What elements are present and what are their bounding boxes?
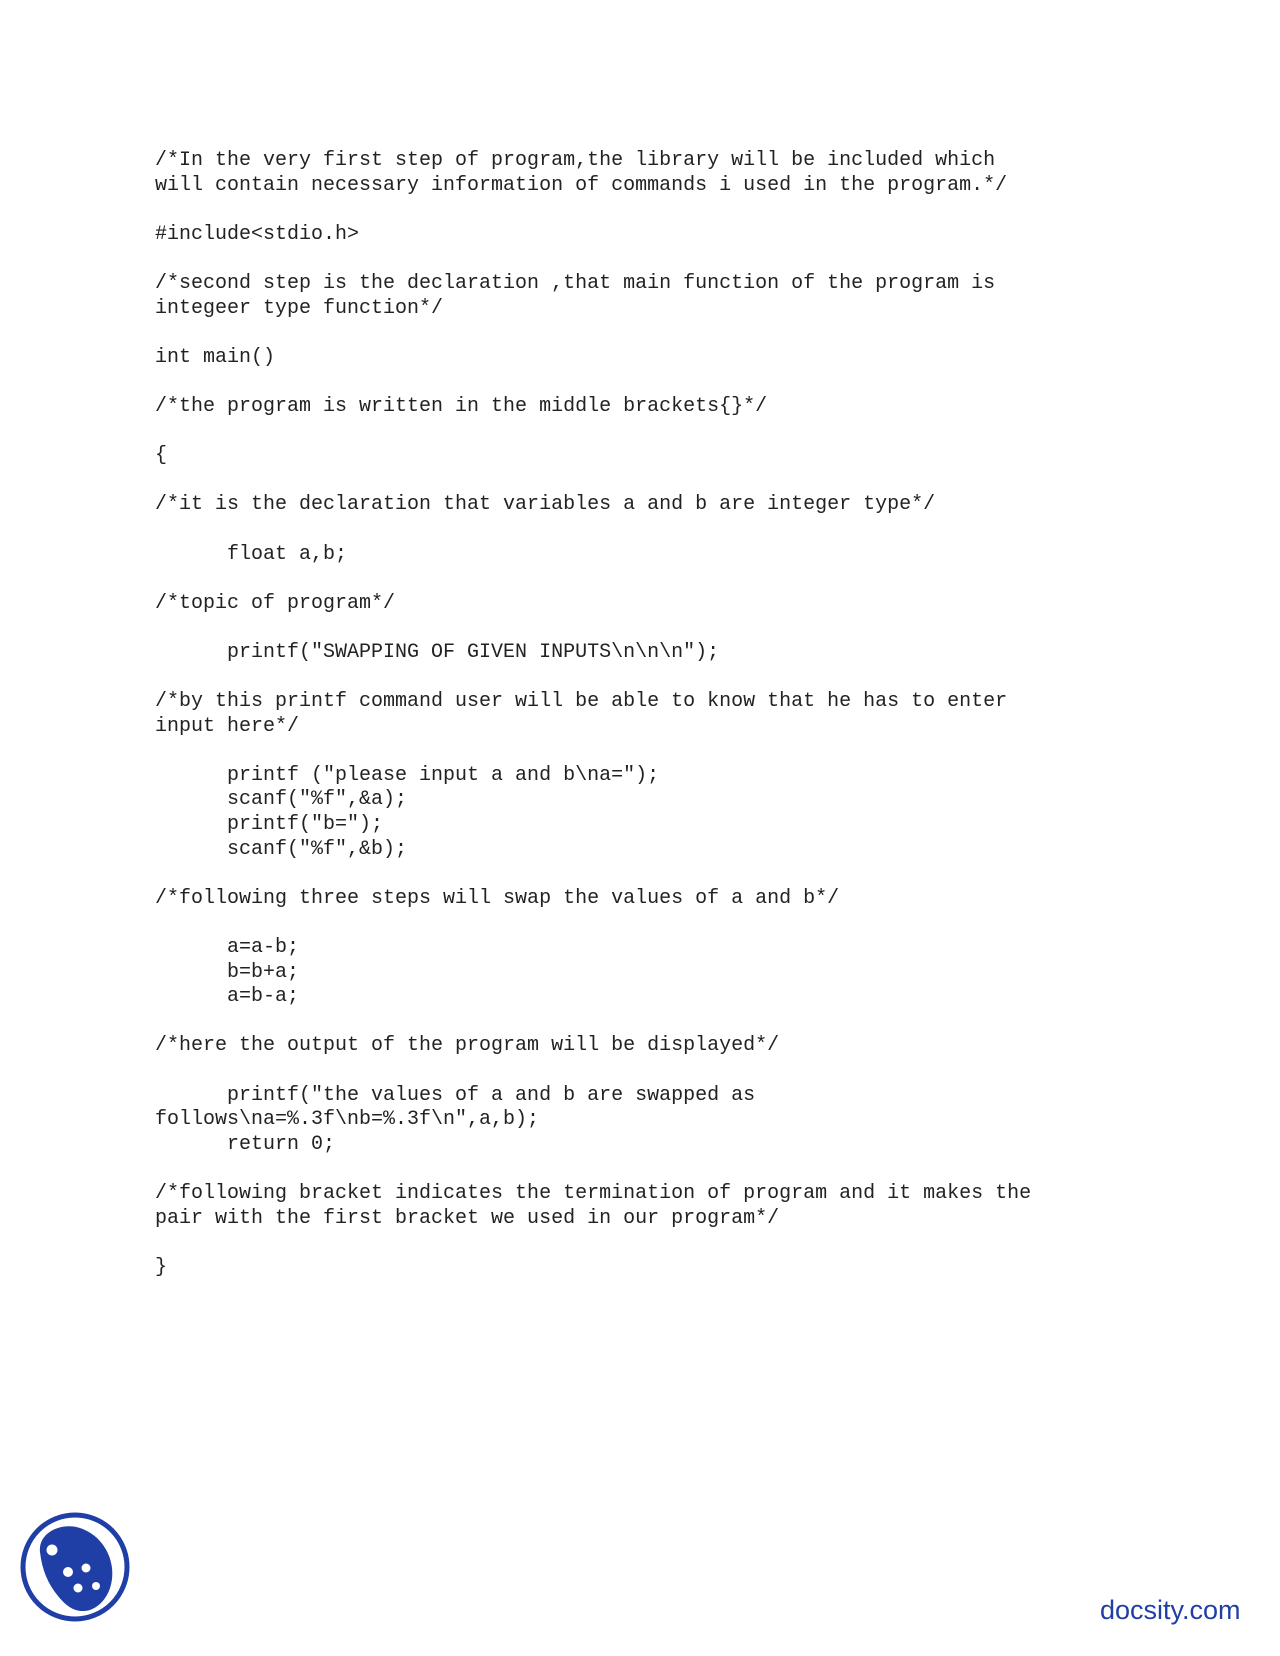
code-line: /*topic of program*/ — [155, 591, 396, 615]
code-line: pair with the first bracket we used in our program*/ — [155, 1206, 780, 1230]
code-line: printf("the values of a and b are swapped as — [155, 1083, 756, 1107]
code-line — [155, 321, 1155, 346]
code-line: /*it is the declaration that variables a and b are integer type*/ — [155, 493, 936, 517]
code-line — [155, 247, 1155, 272]
code-line: int main() — [155, 345, 276, 369]
code-line — [155, 469, 1155, 494]
code-line: { — [155, 444, 168, 468]
docsity-logo-icon — [18, 1510, 132, 1624]
code-line: /*following bracket indicates the termination of program and it makes the — [155, 1181, 1032, 1205]
code-line: printf ("please input a and b\na="); — [155, 763, 660, 787]
code-line: float a,b; — [155, 542, 348, 566]
code-line: /*second step is the declaration ,that main function of the program is — [155, 271, 996, 295]
code-line: #include<stdio.h> — [155, 222, 360, 246]
code-line: follows\na=%.3f\nb=%.3f\n",a,b); — [155, 1108, 540, 1132]
code-line — [155, 1010, 1155, 1035]
code-line — [155, 370, 1155, 395]
code-line: /*here the output of the program will be displayed*/ — [155, 1034, 780, 1058]
code-line: integeer type function*/ — [155, 296, 444, 320]
code-line: scanf("%f",&b); — [155, 837, 408, 861]
code-line — [155, 665, 1155, 690]
code-line — [155, 420, 1155, 445]
code-line — [155, 1157, 1155, 1182]
code-line — [155, 739, 1155, 764]
code-line: } — [155, 1255, 168, 1279]
code-line: printf("b="); — [155, 813, 384, 837]
code-line — [155, 616, 1155, 641]
code-line — [155, 567, 1155, 592]
code-line: a=b-a; — [155, 985, 300, 1009]
code-line — [155, 911, 1155, 936]
code-line: /*the program is written in the middle brackets{}*/ — [155, 394, 768, 418]
code-listing — [155, 149, 1155, 1280]
code-line: /*by this printf command user will be able to know that he has to enter — [155, 690, 1008, 714]
code-line — [155, 1059, 1155, 1084]
code-line — [155, 1231, 1155, 1256]
code-line: return 0; — [155, 1132, 336, 1156]
code-line: a=a-b; — [155, 936, 300, 959]
code-line: /*following three steps will swap the values of a and b*/ — [155, 886, 840, 910]
docsity-brand-text[interactable]: docsity.com — [1100, 1595, 1241, 1625]
code-line — [155, 198, 1155, 223]
code-line: /*In the very first step of program,the library will be included which — [155, 149, 996, 172]
code-line: b=b+a; — [155, 960, 300, 984]
code-line: printf("SWAPPING OF GIVEN INPUTS\n\n\n"); — [155, 640, 720, 664]
code-line: will contain necessary information of commands i used in the program.*/ — [155, 173, 1008, 197]
code-line: input here*/ — [155, 714, 300, 738]
code-line: scanf("%f",&a); — [155, 788, 408, 812]
code-line — [155, 862, 1155, 887]
code-line — [155, 518, 1155, 543]
